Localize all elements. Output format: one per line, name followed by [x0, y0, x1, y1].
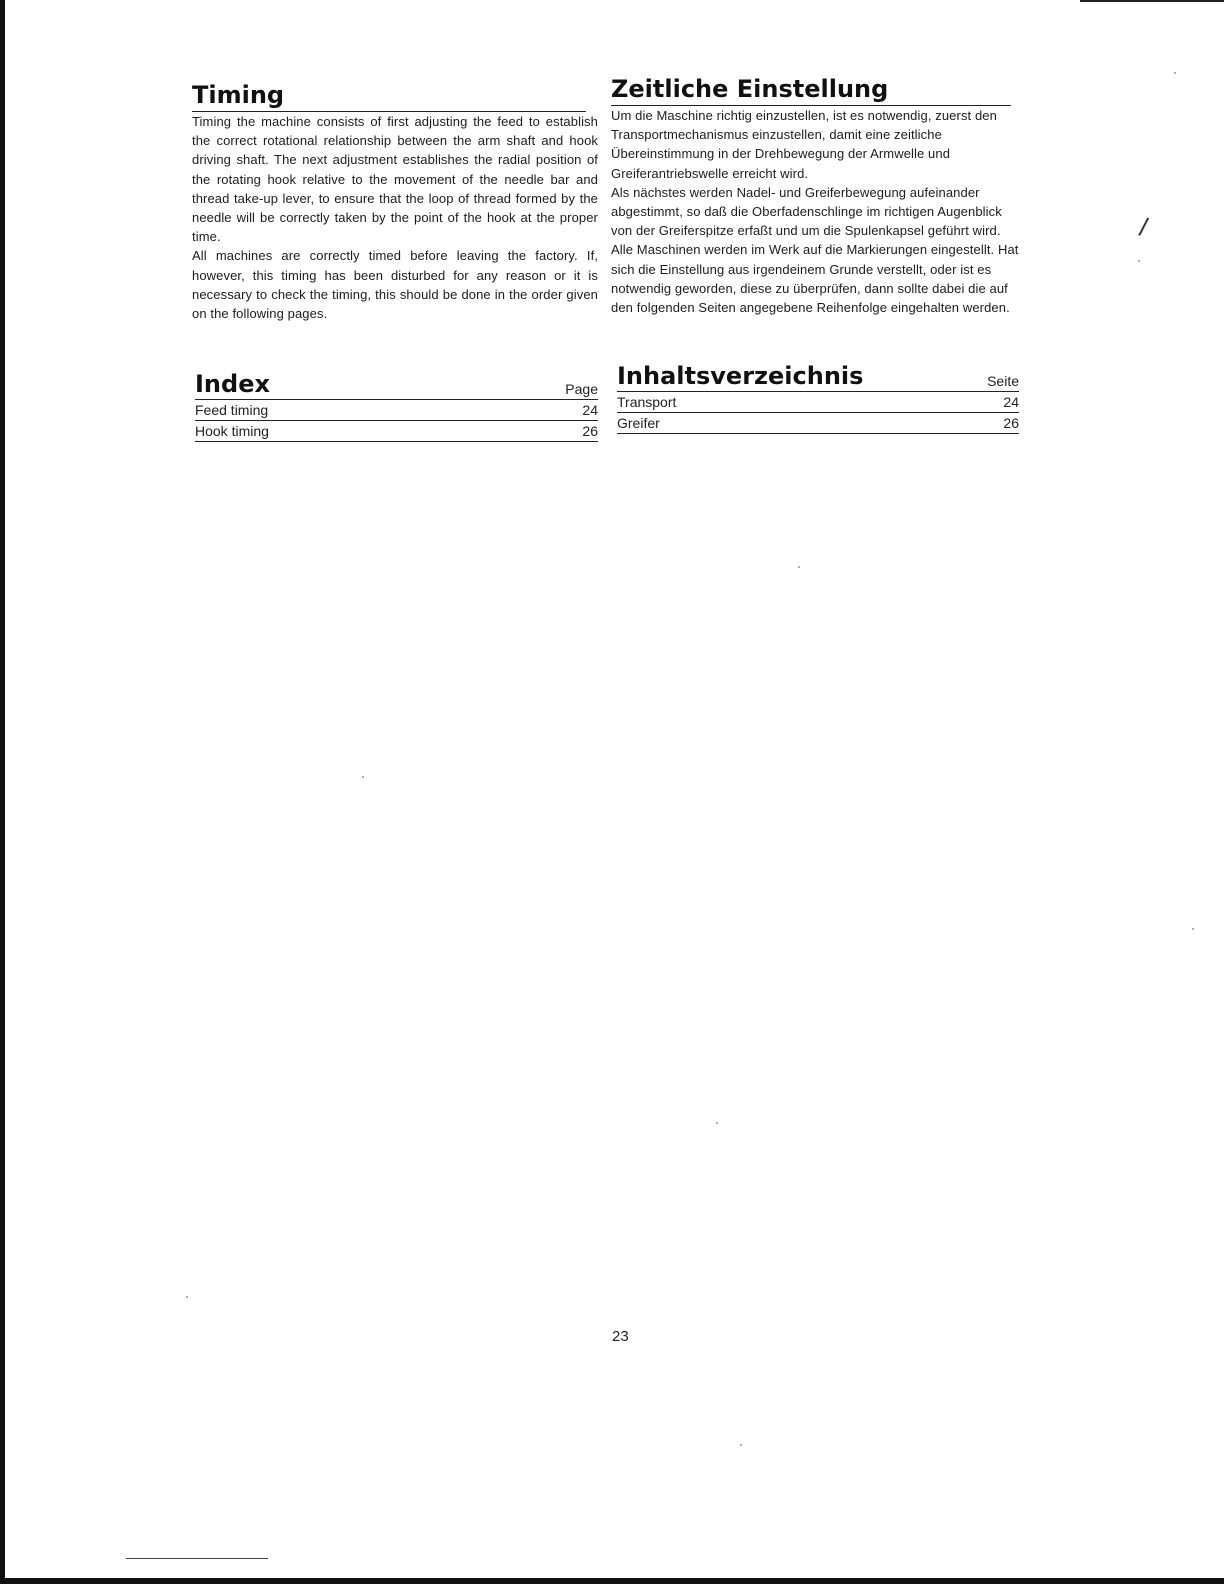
index-row-label: Hook timing	[195, 423, 269, 439]
english-index	[195, 370, 598, 442]
index-row-hook-timing	[195, 421, 598, 442]
index-row-greifer	[617, 413, 1019, 434]
scan-speck	[186, 1296, 188, 1298]
index-row-page: 24	[582, 402, 598, 418]
bottom-rule	[126, 1558, 268, 1559]
english-index-header	[195, 370, 598, 400]
scan-speck	[716, 1122, 718, 1124]
index-row-page: 26	[1003, 415, 1019, 431]
scan-speck	[1174, 72, 1176, 74]
scan-edge-bottom	[0, 1578, 1224, 1584]
german-index-page-label: Seite	[987, 373, 1019, 389]
index-row-feed-timing	[195, 400, 598, 421]
english-paragraph-2: All machines are correctly timed before leaving the factory. If, however, this timing has been disturbed for any reason or it is necessary to check the timing, this should be done in the order given on the following pages.	[192, 248, 598, 322]
page-number: 23	[612, 1328, 629, 1345]
index-row-label: Transport	[617, 394, 677, 410]
index-row-label: Greifer	[617, 415, 660, 431]
german-paragraph-1: Um die Maschine richtig einzustellen, ist es notwendig, zuerst den Transportmechanismus einzustellen, damit eine zeitliche Übereinstimmung in der Drehbewegung der Armwelle und Greiferantriebswelle erreicht wird.	[611, 108, 997, 181]
index-row-label: Feed timing	[195, 402, 269, 418]
german-index-header	[617, 362, 1019, 392]
scan-speck	[1138, 260, 1140, 262]
index-row-page: 24	[1003, 394, 1019, 410]
german-index-title: Inhaltsverzeichnis	[617, 362, 864, 390]
english-title: Timing	[192, 80, 586, 112]
scan-speck	[362, 776, 364, 778]
index-row-page: 26	[582, 423, 598, 439]
scan-edge-top	[1080, 0, 1224, 2]
scan-speck	[740, 1444, 742, 1446]
english-section	[192, 80, 598, 323]
scan-speck	[798, 566, 800, 568]
index-row-transport	[617, 392, 1019, 413]
german-title: Zeitliche Einstellung	[611, 74, 1011, 106]
english-index-title: Index	[195, 370, 270, 398]
german-paragraph-3: Alle Maschinen werden im Werk auf die Markierungen eingestellt. Hat sich die Einstellung aus irgendeinem Grunde verstellt, oder ist es notwendig geworden, diese zu überprüfen, dann sollte dabei die auf den folgenden Seiten angegebene Reihenfolge eingehalten werden.	[611, 242, 1019, 316]
german-section	[611, 74, 1019, 317]
english-paragraph-1: Timing the machine consists of first adjusting the feed to establish the correct rotational relationship between the arm shaft and hook driving shaft. The next adjustment establishes the radial position of the rotating hook relative to the movement of the needle bar and thread take-up lever, to ensure that the loop of thread formed by the needle will be correctly taken by the point of the hook at the proper time.	[192, 114, 598, 245]
margin-pen-mark: /	[1137, 211, 1151, 243]
german-paragraph-2: Als nächstes werden Nadel- und Greiferbewegung aufeinander abgestimmt, so daß die Oberfadenschlinge im richtigen Augenblick von der Greiferspitze erfaßt und um die Spulenkapsel geführt wird.	[611, 184, 1002, 239]
scan-edge-left	[0, 0, 5, 1584]
english-index-page-label: Page	[565, 381, 598, 397]
scan-speck	[1192, 928, 1194, 930]
german-index	[617, 362, 1019, 434]
